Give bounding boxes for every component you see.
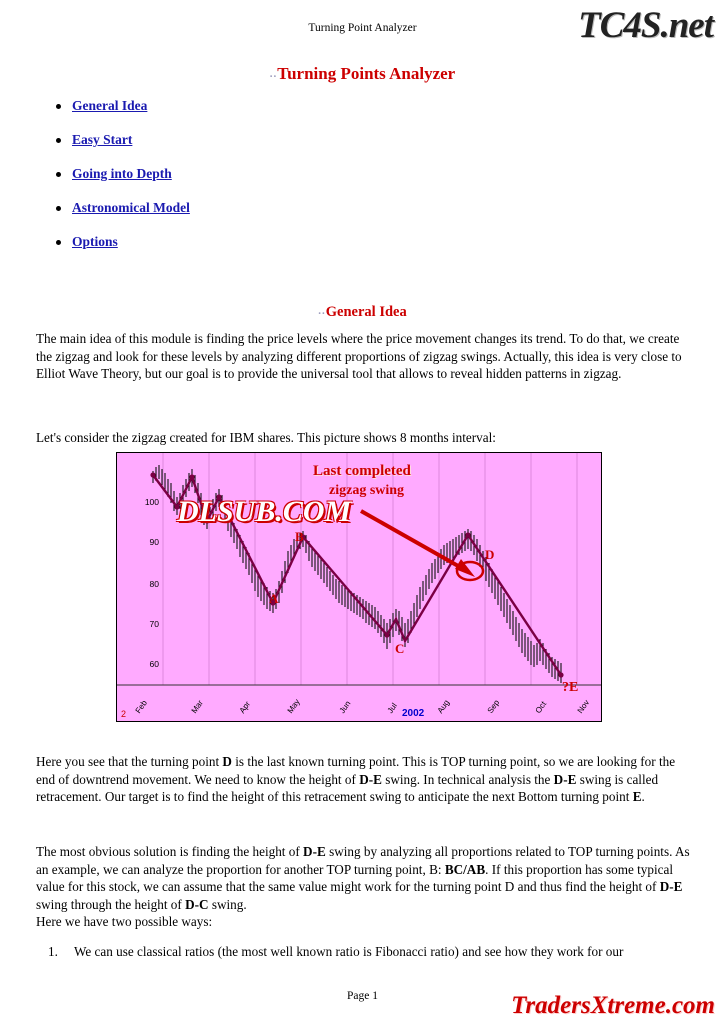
chart-ibm-zigzag	[116, 452, 602, 722]
bullet-icon	[56, 206, 61, 211]
y-tick-60: 60	[149, 659, 159, 669]
paragraph-proportions	[36, 843, 691, 931]
p3-bold-e: E	[632, 789, 642, 804]
chart-left-corner-number: 2	[121, 709, 127, 719]
p3-text-d: swing. In technical analysis the	[381, 771, 554, 787]
p3-bold-d: D	[222, 754, 232, 769]
chart-year-label: 2002	[402, 708, 425, 719]
y-tick-80: 80	[149, 579, 159, 589]
p4-text-a: The most obvious solution is finding the height of	[36, 844, 304, 859]
list-item-text: We can use classical ratios (the most well known ratio is Fibonacci ratio) and see how they work for our	[74, 944, 624, 959]
p4-bold-de-1: D-E	[303, 844, 326, 859]
section-anchor-marker: ..	[318, 305, 326, 317]
p4-bold-de-2: D-E	[659, 879, 683, 894]
toc-item-astronomical-model[interactable]	[38, 200, 678, 234]
p3-bold-de-1: D-E	[359, 771, 382, 787]
chart-point-a: A	[269, 591, 279, 606]
chart-watermark: DLSUB.COM	[177, 495, 352, 528]
bullet-icon	[56, 138, 61, 143]
x-tick-feb: Feb	[133, 698, 149, 715]
chart-point-c: C	[395, 641, 405, 656]
p4-text-e: swing through the height of	[36, 896, 186, 912]
x-tick-mar: Mar	[189, 698, 205, 715]
x-tick-apr: Apr	[237, 699, 253, 715]
toc-item-general-idea[interactable]	[38, 98, 678, 132]
watermark-bottom: TradersXtreme.com	[511, 992, 715, 1019]
x-tick-oct: Oct	[533, 699, 549, 715]
chart-point-b: B	[295, 529, 304, 544]
x-tick-aug: Aug	[435, 698, 452, 715]
p4-bold-dc: D-C	[185, 896, 209, 912]
toc-link-options[interactable]: Options	[72, 234, 118, 249]
chart-x-axis	[117, 685, 601, 719]
toc-link-easy-start[interactable]: Easy Start	[72, 132, 133, 147]
bullet-icon	[56, 172, 61, 177]
p3-text-a: Here you see that the turning point	[36, 754, 223, 769]
p4-text-c: swing by analyzing all proportions related to TOP turning points. As an example, we can analyze the proportion for another TOP turning point, B:	[36, 844, 690, 877]
p4-text-f: swing.	[208, 896, 247, 912]
toc-item-going-into-depth[interactable]	[38, 166, 678, 200]
section-heading-general-idea	[0, 304, 725, 321]
page-title-text: Turning Points Analyzer	[277, 64, 456, 83]
list-item-number: 1.	[48, 944, 58, 959]
paragraph-turning-point-d	[36, 753, 691, 806]
footer-page-number: Page 1	[347, 990, 378, 1002]
bullet-icon	[56, 240, 61, 245]
x-tick-jul: Jul	[385, 701, 399, 715]
chart-projected-point-e: ?E	[562, 680, 579, 695]
toc-link-going-into-depth[interactable]: Going into Depth	[72, 166, 172, 181]
toc-link-astronomical-model[interactable]: Astronomical Model	[72, 200, 190, 215]
toc-item-easy-start[interactable]	[38, 132, 678, 166]
toc-item-options[interactable]	[38, 234, 678, 268]
x-tick-jun: Jun	[337, 699, 353, 715]
chart-point-d: D	[485, 547, 495, 562]
running-header-text: Turning Point Analyzer	[308, 22, 417, 34]
y-tick-100: 100	[144, 497, 159, 507]
chart-annotation-line-1: Last completed	[313, 463, 411, 479]
p4-text-d: . If this proportion has some typical value for this stock, we can assume that the same value might work for the turning point D and thus find the height of	[36, 861, 674, 894]
x-tick-sep: Sep	[485, 698, 502, 715]
paragraph-main-idea: The main idea of this module is finding the price levels where the price movement changes its trend. To do that, we create the zigzag and look for these levels by analyzing different proportions of zigzag swings. Actually, this idea is very close to Elliot Wave Theory, but our goal is to provide the universal tool that allows to reveal hidden patterns in zigzag.	[36, 331, 682, 381]
watermark-top: TC4S.net	[578, 5, 713, 46]
page-title	[0, 64, 725, 84]
p3-bold-de-2: D-E	[553, 771, 577, 787]
p3-text-e: swing is called retracement. Our target is to find the height of this retracement swing to anticipate the next Bottom turning point	[36, 771, 659, 804]
list-item-fibonacci-ratios	[48, 943, 693, 961]
title-anchor-marker: ..	[269, 68, 278, 80]
y-tick-70: 70	[149, 619, 159, 629]
x-tick-may: May	[285, 697, 302, 715]
section-heading-text: General Idea	[325, 304, 407, 320]
p3-text-c: is the last known turning point. This is TOP turning point, so we are looking for the end of downtrend movement. We need to know the height of	[36, 754, 676, 787]
x-tick-nov: Nov	[575, 698, 592, 715]
p3-text-f: .	[641, 789, 645, 804]
toc-link-general-idea[interactable]: General Idea	[72, 98, 148, 113]
p4-bold-bcab: BC/AB	[444, 861, 486, 877]
paragraph-ibm-intro: Let's consider the zigzag created for IBM shares. This picture shows 8 months interval:	[36, 430, 496, 445]
chart-y-axis	[123, 453, 159, 721]
p4-text-g: Here we have two possible ways:	[36, 914, 213, 929]
chart-annotation-line-2: zigzag swing	[329, 483, 405, 498]
table-of-contents	[38, 98, 678, 268]
bullet-icon	[56, 104, 61, 109]
y-tick-90: 90	[149, 537, 159, 547]
